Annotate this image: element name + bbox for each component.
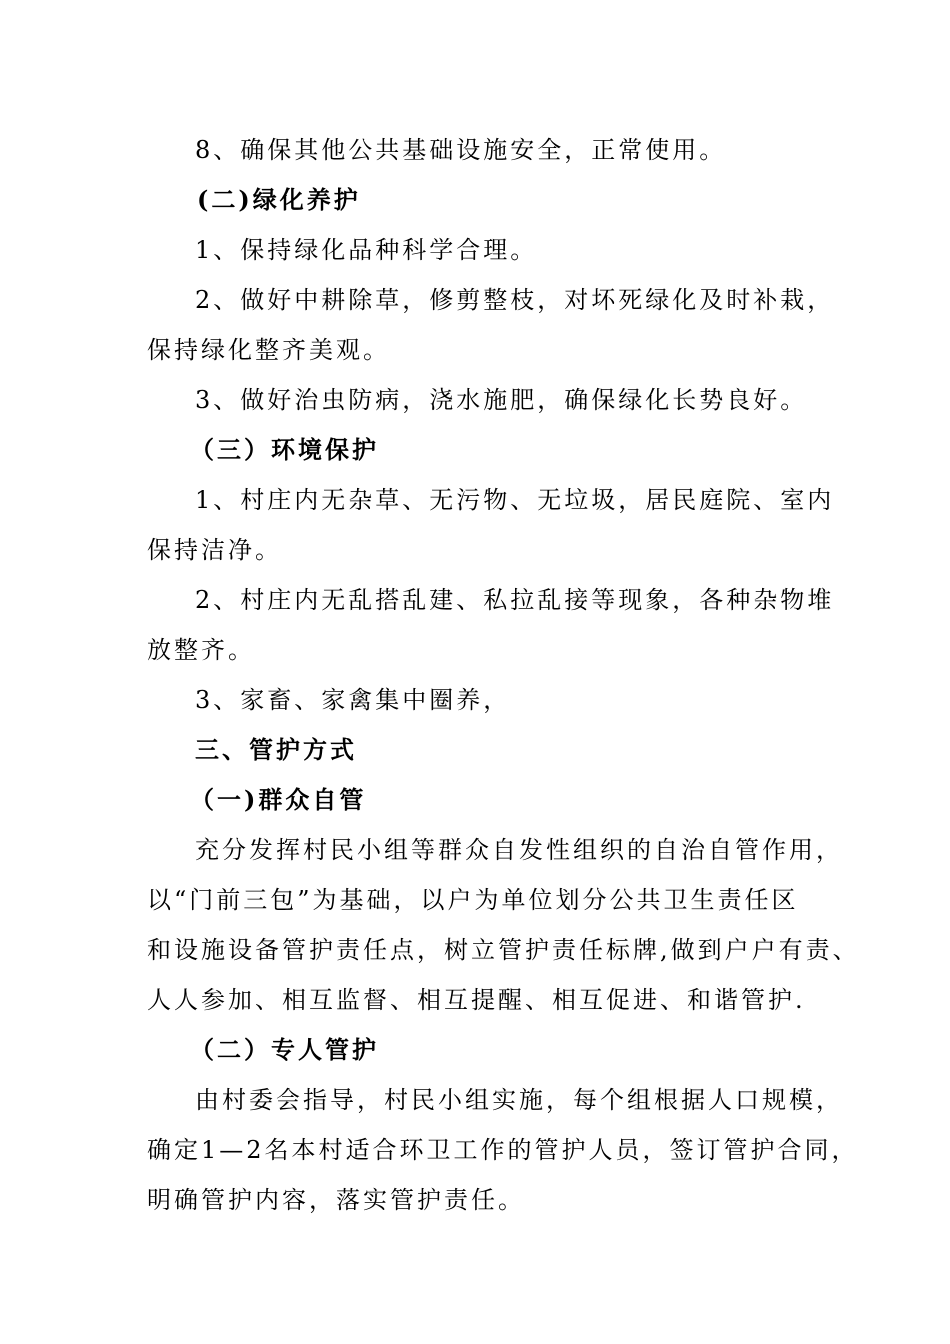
paragraph-dedicated-3: 明确管护内容，落实管护责任。 <box>147 1186 525 1214</box>
paragraph-dedicated-1: 由村委会指导，村民小组实施，每个组根据人口规模， <box>195 1086 843 1114</box>
item-greening-2: 2、做好中耕除草，修剪整枝，对坏死绿化及时补栽， <box>195 286 835 314</box>
subheading-self-management: （一)群众自管 <box>190 785 367 814</box>
subheading-environment: （三）环境保护 <box>190 435 379 464</box>
section-heading-management: 三、管护方式 <box>195 735 357 764</box>
item-environment-1: 1、村庄内无杂草、无污物、无垃圾，居民庭院、室内 <box>195 486 835 514</box>
item-environment-3: 3、家畜、家禽集中圈养， <box>195 686 511 714</box>
subheading-greening: (二)绿化养护 <box>197 185 361 214</box>
paragraph-self-management-1: 充分发挥村民小组等群众自发性组织的自治自管作用， <box>195 836 843 864</box>
item-greening-3: 3、做好治虫防病，浇水施肥，确保绿化长势良好。 <box>195 386 808 414</box>
item-environment-2-cont: 放整齐。 <box>147 636 255 664</box>
item-environment-2: 2、村庄内无乱搭乱建、私拉乱接等现象，各种杂物堆 <box>195 586 835 614</box>
item-public-facilities: 8、确保其他公共基础设施安全，正常使用。 <box>195 136 727 164</box>
paragraph-self-management-2: 以“门前三包”为基础，以户为单位划分公共卫生责任区 <box>147 886 799 914</box>
paragraph-self-management-3: 和设施设备管护责任点，树立管护责任标牌,做到户户有责、 <box>147 936 860 964</box>
item-greening-2-cont: 保持绿化整齐美观。 <box>147 336 390 364</box>
subheading-dedicated-management: （二）专人管护 <box>190 1035 379 1064</box>
item-environment-1-cont: 保持洁净。 <box>147 536 282 564</box>
paragraph-self-management-4: 人人参加、相互监督、相互提醒、相互促进、和谐管护. <box>147 986 806 1014</box>
item-greening-1: 1、保持绿化品种科学合理。 <box>195 236 538 264</box>
paragraph-dedicated-2: 确定1—2名本村适合环卫工作的管护人员，签订管护合同， <box>147 1136 859 1164</box>
